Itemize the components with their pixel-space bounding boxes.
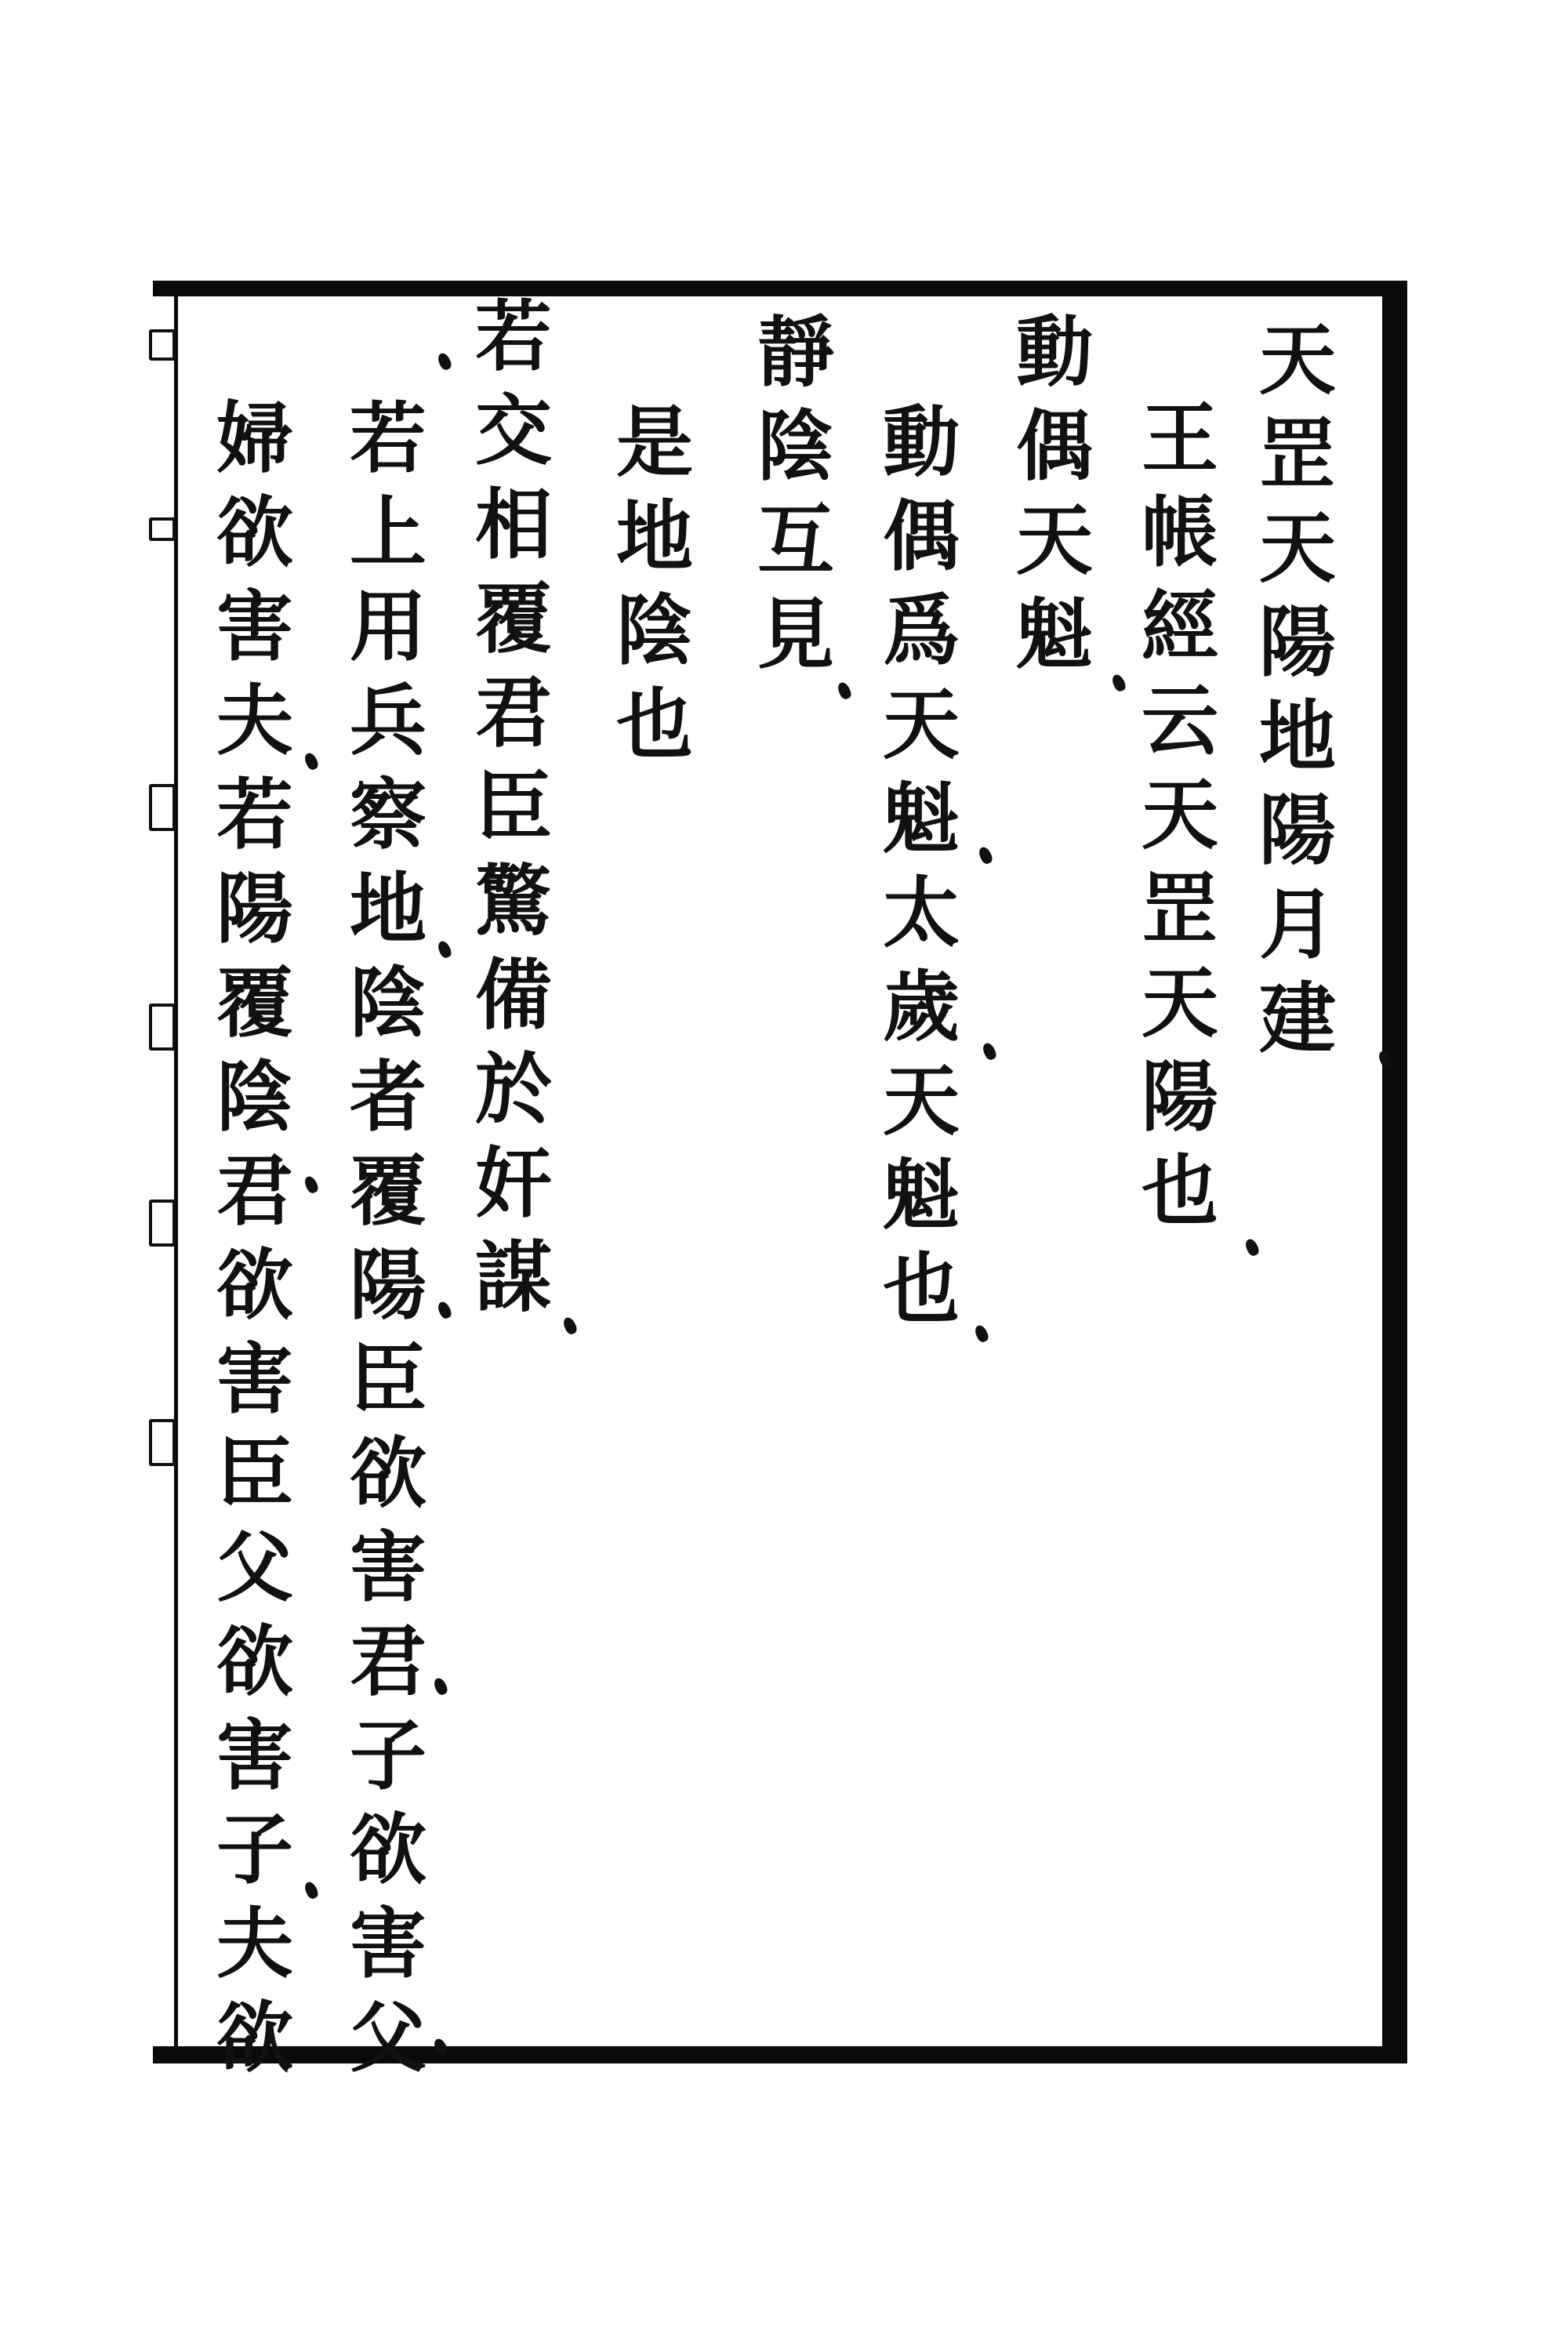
column-character: 若	[474, 292, 552, 382]
column-character: 歲	[882, 962, 960, 1052]
column-character: 動	[882, 397, 960, 488]
column-character: 謀	[474, 1232, 552, 1323]
punctuation-mark	[977, 845, 994, 866]
spine-margin	[149, 298, 180, 1521]
column-character: 天	[882, 680, 960, 770]
column-character: 帳	[1141, 488, 1218, 578]
column-character: 覆	[349, 1146, 426, 1236]
punctuation-mark	[836, 681, 853, 701]
column-character: 陽	[349, 1240, 426, 1330]
column-character: 害	[216, 1711, 293, 1801]
column-character: 君	[216, 1146, 293, 1236]
spine-mark	[149, 517, 176, 541]
column-character: 地	[1258, 691, 1336, 782]
column-character: 陰	[615, 586, 693, 676]
column-character: 天	[1015, 495, 1093, 586]
column-character: 欲	[216, 1617, 293, 1707]
column-character: 欲	[349, 1428, 426, 1519]
column-character: 害	[216, 1334, 293, 1425]
punctuation-mark	[1243, 1237, 1261, 1258]
column-character: 覆	[216, 958, 293, 1048]
column-character: 者	[349, 1052, 426, 1142]
column-character: 陽	[1258, 786, 1336, 876]
column-character: 地	[349, 864, 426, 954]
punctuation-mark	[303, 751, 320, 771]
column-character: 若	[349, 394, 426, 484]
punctuation-mark	[1110, 673, 1127, 693]
column-character: 婦	[216, 394, 293, 484]
column-character: 君	[474, 668, 552, 758]
spine-mark	[149, 784, 176, 831]
frame-right-rule	[1382, 281, 1407, 2063]
text-column-2	[1137, 392, 1223, 1239]
spine-mark	[149, 1419, 176, 1466]
column-character: 陰	[216, 1052, 293, 1142]
column-character: 用	[349, 582, 426, 672]
column-character: 於	[474, 1044, 552, 1134]
column-character: 魁	[882, 1150, 960, 1240]
column-character: 奸	[474, 1138, 552, 1229]
text-column-7	[470, 290, 557, 1325]
column-character: 靜	[757, 307, 834, 397]
column-character: 子	[349, 1711, 426, 1801]
column-character: 驚	[474, 856, 552, 946]
column-character: 地	[615, 492, 693, 582]
column-character: 覆	[474, 574, 552, 664]
column-character: 害	[216, 582, 293, 672]
column-character: 欲	[216, 488, 293, 578]
column-character: 魁	[882, 774, 960, 864]
column-character: 互	[757, 495, 834, 586]
punctuation-mark	[432, 1676, 449, 1697]
column-character: 臣	[216, 1428, 293, 1519]
punctuation-mark	[973, 1323, 990, 1344]
text-column-5	[753, 306, 839, 682]
column-character: 爲	[882, 586, 960, 676]
column-character: 子	[216, 1805, 293, 1895]
text-column-8	[345, 392, 431, 2085]
column-character: 云	[1141, 676, 1218, 766]
spine-mark	[149, 329, 176, 361]
spine-mark	[149, 1200, 176, 1247]
column-character: 太	[882, 868, 960, 958]
column-character: 罡	[1258, 409, 1336, 499]
column-character: 偶	[882, 492, 960, 582]
column-character: 夫	[216, 676, 293, 766]
column-character: 父	[349, 1993, 426, 2083]
column-character: 也	[882, 1244, 960, 1334]
column-character: 欲	[216, 1993, 293, 2083]
column-character: 察	[349, 770, 426, 860]
column-character: 偶	[1015, 401, 1093, 492]
column-character: 欲	[216, 1240, 293, 1330]
column-character: 天	[1258, 315, 1336, 405]
column-character: 是	[615, 397, 693, 488]
frame-bottom-rule	[153, 2046, 1407, 2063]
text-column-4	[878, 396, 964, 1337]
text-column-1	[1254, 314, 1341, 1066]
column-character: 害	[349, 1523, 426, 1613]
column-character: 天	[1141, 958, 1218, 1048]
column-character: 也	[615, 680, 693, 770]
punctuation-mark	[981, 1041, 998, 1062]
column-character: 也	[1141, 1146, 1218, 1236]
column-character: 上	[349, 488, 426, 578]
column-character: 月	[1258, 880, 1336, 970]
column-character: 天	[882, 1056, 960, 1146]
punctuation-mark	[436, 939, 453, 960]
punctuation-mark	[303, 1880, 320, 1900]
column-character: 建	[1258, 974, 1336, 1064]
frame-top-rule	[153, 281, 1407, 296]
text-column-6	[612, 396, 698, 772]
column-character: 交	[474, 386, 552, 476]
punctuation-mark	[561, 1316, 579, 1336]
text-column-3	[1011, 306, 1098, 682]
column-character: 天	[1258, 503, 1336, 593]
column-character: 陽	[1258, 597, 1336, 688]
column-character: 若	[216, 770, 293, 860]
column-character: 動	[1015, 307, 1093, 397]
column-character: 魁	[1015, 590, 1093, 680]
column-character: 陰	[349, 958, 426, 1048]
column-character: 臣	[349, 1334, 426, 1425]
column-character: 天	[1141, 770, 1218, 860]
column-character: 陽	[216, 864, 293, 954]
column-character: 夫	[216, 1899, 293, 1989]
column-character: 欲	[349, 1805, 426, 1895]
column-character: 見	[757, 590, 834, 680]
column-character: 罡	[1141, 864, 1218, 954]
punctuation-mark	[436, 1300, 453, 1320]
punctuation-mark	[303, 1174, 320, 1195]
column-character: 王	[1141, 394, 1218, 484]
column-character: 相	[474, 480, 552, 570]
spine-mark	[149, 1004, 176, 1051]
column-character: 害	[349, 1899, 426, 1989]
column-character: 臣	[474, 762, 552, 852]
column-character: 陽	[1141, 1052, 1218, 1142]
column-character: 君	[349, 1617, 426, 1707]
column-character: 兵	[349, 676, 426, 766]
column-character: 父	[216, 1523, 293, 1613]
text-column-9	[212, 392, 298, 2085]
column-character: 經	[1141, 582, 1218, 672]
column-character: 陰	[757, 401, 834, 492]
column-character: 備	[474, 950, 552, 1040]
punctuation-mark	[436, 351, 453, 372]
